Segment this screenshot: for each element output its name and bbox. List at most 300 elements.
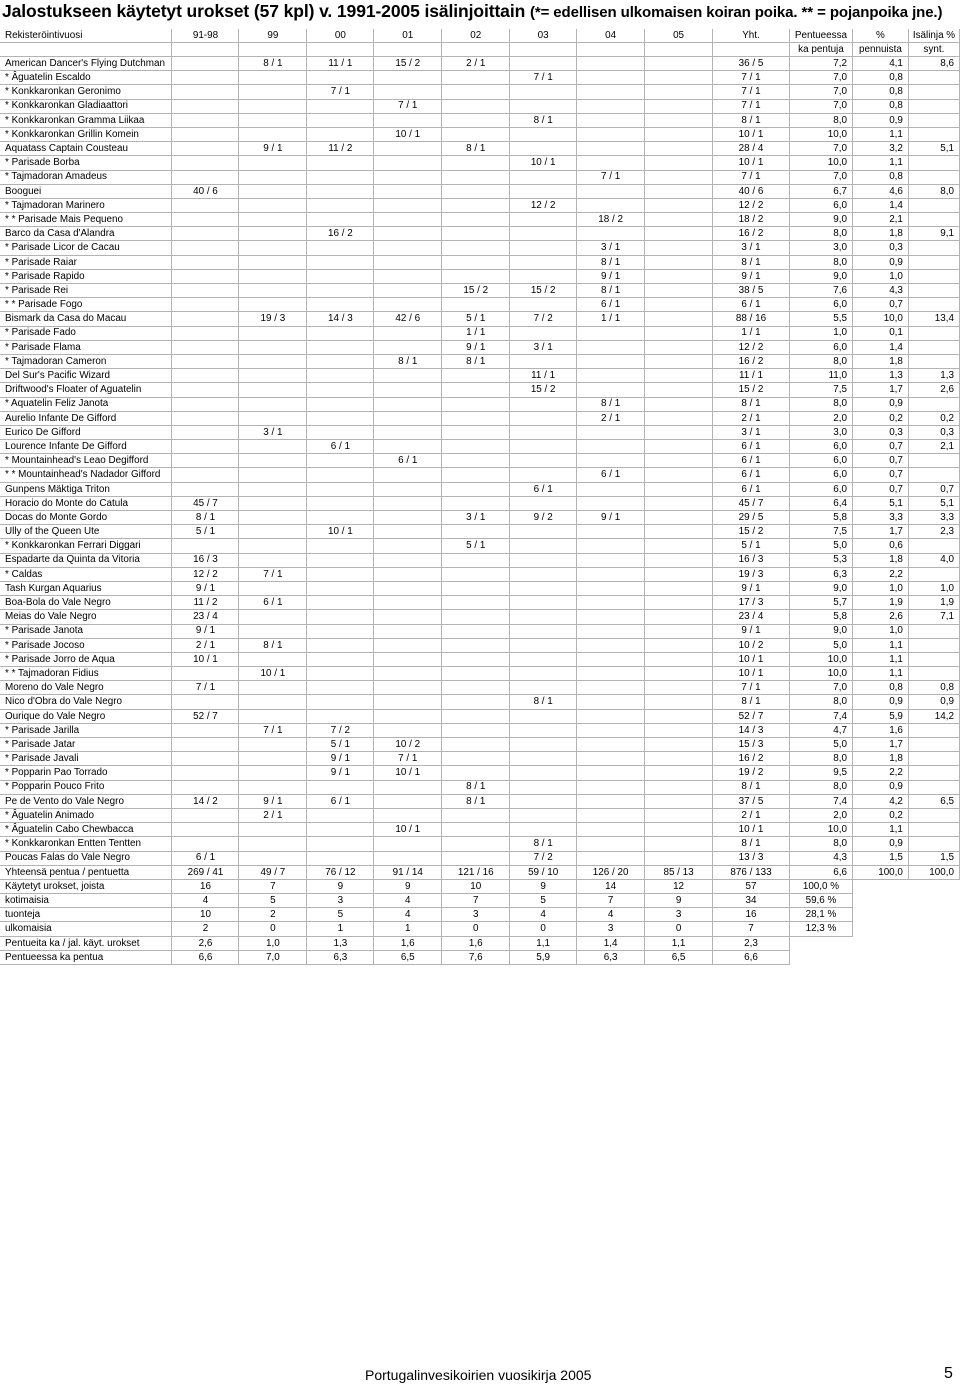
percent-cell: 2,2 [852, 567, 908, 581]
year-cell [172, 198, 239, 212]
summary-year-cell: 2 [172, 922, 239, 936]
year-cell [442, 652, 510, 666]
year-cell [442, 681, 510, 695]
year-cell: 6 / 1 [307, 794, 374, 808]
table-row [0, 723, 960, 737]
year-cell [307, 383, 374, 397]
year-cell [510, 723, 577, 737]
year-cell [172, 255, 239, 269]
percent-cell: 1,0 [852, 269, 908, 283]
year-cell [239, 411, 307, 425]
sire-name: * Parisade Janota [0, 624, 172, 638]
year-cell [577, 581, 645, 595]
litter-avg-cell: 8,0 [789, 255, 852, 269]
year-cell [510, 752, 577, 766]
percent-cell: 1,1 [852, 823, 908, 837]
sireline-cell [908, 567, 959, 581]
summary-row [0, 908, 960, 922]
year-cell [307, 326, 374, 340]
year-cell [374, 511, 442, 525]
year-cell [577, 425, 645, 439]
total-cell: 7 / 1 [713, 170, 790, 184]
table-row [0, 610, 960, 624]
year-cell [577, 57, 645, 71]
year-cell [645, 198, 713, 212]
year-cell [577, 851, 645, 865]
year-cell [645, 354, 713, 368]
empty-cell [852, 922, 908, 936]
year-cell: 8 / 1 [239, 638, 307, 652]
year-cell [645, 610, 713, 624]
year-cell [307, 780, 374, 794]
year-cell: 11 / 1 [510, 369, 577, 383]
year-cell: 5 / 1 [307, 738, 374, 752]
sire-name: * Âguatelin Escaldo [0, 71, 172, 85]
sireline-cell [908, 298, 959, 312]
sireline-cell [908, 85, 959, 99]
year-cell [645, 738, 713, 752]
year-cell [645, 596, 713, 610]
year-cell [442, 752, 510, 766]
year-cell [172, 539, 239, 553]
year-cell [645, 156, 713, 170]
litter-avg-cell: 8,0 [789, 397, 852, 411]
year-cell [510, 624, 577, 638]
total-cell: 876 / 133 [713, 865, 790, 879]
year-cell [442, 127, 510, 141]
year-cell [374, 156, 442, 170]
year-cell [645, 667, 713, 681]
year-cell: 7 / 2 [510, 312, 577, 326]
year-cell [442, 156, 510, 170]
summary-year-cell: 6,3 [307, 950, 374, 964]
year-cell [239, 213, 307, 227]
litter-avg-cell: 8,0 [789, 695, 852, 709]
litter-avg-cell: 7,5 [789, 525, 852, 539]
total-cell: 6 / 1 [713, 454, 790, 468]
sire-name: * Parisade Jatar [0, 738, 172, 752]
sire-name: Horacio do Monte do Catula [0, 496, 172, 510]
year-cell [510, 610, 577, 624]
year-cell: 11 / 1 [307, 57, 374, 71]
percent-cell: 1,7 [852, 383, 908, 397]
sireline-cell [908, 99, 959, 113]
year-cell: 10 / 1 [172, 652, 239, 666]
year-cell [374, 667, 442, 681]
litter-avg-cell: 2,0 [789, 808, 852, 822]
year-cell [577, 326, 645, 340]
year-cell [442, 411, 510, 425]
sire-name: American Dancer's Flying Dutchman [0, 57, 172, 71]
year-cell [510, 85, 577, 99]
total-cell: 16 / 2 [713, 227, 790, 241]
year-cell [307, 298, 374, 312]
sire-name: * Âguatelin Animado [0, 808, 172, 822]
sireline-cell: 1,3 [908, 369, 959, 383]
year-cell: 10 / 2 [374, 738, 442, 752]
percent-cell: 1,4 [852, 340, 908, 354]
year-cell [172, 85, 239, 99]
year-cell [577, 354, 645, 368]
year-cell: 45 / 7 [172, 496, 239, 510]
year-cell [442, 482, 510, 496]
year-cell [577, 752, 645, 766]
year-cell [442, 71, 510, 85]
percent-cell: 0,6 [852, 539, 908, 553]
percent-cell: 1,1 [852, 667, 908, 681]
year-cell: 12 / 2 [172, 567, 239, 581]
total-cell: 7 / 1 [713, 99, 790, 113]
year-cell [645, 723, 713, 737]
year-cell: 9 / 1 [172, 581, 239, 595]
year-cell: 10 / 1 [374, 823, 442, 837]
litter-avg-cell: 8,0 [789, 227, 852, 241]
year-cell [577, 482, 645, 496]
year-cell: 40 / 6 [172, 184, 239, 198]
litter-avg-cell: 8,0 [789, 113, 852, 127]
year-cell [645, 581, 713, 595]
year-cell [307, 596, 374, 610]
year-cell: 9 / 1 [307, 766, 374, 780]
total-cell: 1 / 1 [713, 326, 790, 340]
year-cell [307, 681, 374, 695]
summary-year-cell: 9 [645, 894, 713, 908]
sireline-cell [908, 823, 959, 837]
percent-cell: 1,9 [852, 596, 908, 610]
year-cell [645, 213, 713, 227]
year-cell [172, 440, 239, 454]
sireline-cell [908, 454, 959, 468]
summary-total-cell: 6,6 [713, 950, 790, 964]
total-cell: 3 / 1 [713, 425, 790, 439]
percent-cell: 1,0 [852, 624, 908, 638]
year-cell [510, 525, 577, 539]
year-cell: 7 / 2 [510, 851, 577, 865]
table-row [0, 397, 960, 411]
year-cell [307, 71, 374, 85]
year-cell: 16 / 2 [307, 227, 374, 241]
header-year: 04 [577, 29, 645, 43]
total-cell: 40 / 6 [713, 184, 790, 198]
year-cell [442, 837, 510, 851]
year-cell [374, 851, 442, 865]
year-cell: 9 / 1 [307, 752, 374, 766]
year-cell [645, 383, 713, 397]
table-row [0, 752, 960, 766]
litter-avg-cell: 10,0 [789, 823, 852, 837]
year-cell [239, 255, 307, 269]
year-cell: 8 / 1 [442, 794, 510, 808]
year-cell [307, 213, 374, 227]
year-cell [442, 255, 510, 269]
total-cell: 6 / 1 [713, 468, 790, 482]
summary-year-cell: 0 [510, 922, 577, 936]
year-cell [645, 482, 713, 496]
year-cell: 23 / 4 [172, 610, 239, 624]
table-row [0, 652, 960, 666]
year-cell [239, 766, 307, 780]
year-cell: 3 / 1 [577, 241, 645, 255]
table-row [0, 241, 960, 255]
year-cell [645, 440, 713, 454]
litter-avg-cell: 7,0 [789, 99, 852, 113]
year-cell [645, 99, 713, 113]
total-cell: 13 / 3 [713, 851, 790, 865]
sire-name: * Parisade Javali [0, 752, 172, 766]
year-cell [645, 511, 713, 525]
litter-avg-cell: 8,0 [789, 837, 852, 851]
total-cell: 18 / 2 [713, 213, 790, 227]
empty-cell [908, 894, 959, 908]
year-cell [510, 667, 577, 681]
year-cell [645, 255, 713, 269]
year-cell [577, 553, 645, 567]
year-cell: 6 / 1 [307, 440, 374, 454]
sire-name: Gunpens Mäktiga Triton [0, 482, 172, 496]
litter-avg-cell: 6,0 [789, 198, 852, 212]
table-row [0, 269, 960, 283]
year-cell [307, 411, 374, 425]
year-cell [442, 709, 510, 723]
year-cell [510, 823, 577, 837]
year-cell [374, 468, 442, 482]
summary-total-cell: 16 [713, 908, 790, 922]
year-cell: 2 / 1 [442, 57, 510, 71]
year-cell [510, 57, 577, 71]
year-cell [239, 269, 307, 283]
year-cell [172, 369, 239, 383]
year-cell: 8 / 1 [442, 142, 510, 156]
sire-name: * * Tajmadoran Fidius [0, 667, 172, 681]
year-cell [374, 340, 442, 354]
summary-total-cell: 34 [713, 894, 790, 908]
total-cell: 29 / 5 [713, 511, 790, 525]
percent-cell: 0,7 [852, 468, 908, 482]
sire-name: * Tajmadoran Cameron [0, 354, 172, 368]
header-percent-2: pennuista [852, 43, 908, 57]
sire-name: Ourique do Vale Negro [0, 709, 172, 723]
year-cell [374, 567, 442, 581]
summary-year-cell: 3 [645, 908, 713, 922]
year-cell [645, 170, 713, 184]
sireline-cell [908, 156, 959, 170]
year-cell [307, 198, 374, 212]
percent-cell: 0,9 [852, 397, 908, 411]
year-cell: 10 / 1 [307, 525, 374, 539]
year-cell [645, 496, 713, 510]
litter-avg-cell: 6,6 [789, 865, 852, 879]
summary-year-cell: 10 [172, 908, 239, 922]
litter-avg-cell: 6,0 [789, 298, 852, 312]
litter-avg-cell: 7,0 [789, 142, 852, 156]
year-cell [374, 525, 442, 539]
year-cell [577, 142, 645, 156]
sire-name: * Popparin Pouco Frito [0, 780, 172, 794]
year-cell [239, 553, 307, 567]
year-cell [645, 766, 713, 780]
year-cell [645, 312, 713, 326]
sireline-cell [908, 652, 959, 666]
table-row [0, 113, 960, 127]
summary-year-cell: 7,0 [239, 950, 307, 964]
year-cell [645, 624, 713, 638]
year-cell [172, 170, 239, 184]
table-row [0, 794, 960, 808]
sireline-cell [908, 397, 959, 411]
year-cell [172, 738, 239, 752]
litter-avg-cell: 1,0 [789, 326, 852, 340]
year-cell [442, 723, 510, 737]
percent-cell: 0,9 [852, 780, 908, 794]
year-cell [374, 269, 442, 283]
litter-avg-cell: 7,6 [789, 284, 852, 298]
table-body [0, 29, 960, 965]
year-cell [239, 113, 307, 127]
year-cell [307, 170, 374, 184]
year-cell [172, 695, 239, 709]
year-cell [645, 454, 713, 468]
year-cell [645, 227, 713, 241]
sire-name: Pe de Vento do Vale Negro [0, 794, 172, 808]
summary-year-cell: 4 [510, 908, 577, 922]
percent-cell: 5,1 [852, 496, 908, 510]
empty-cell [852, 908, 908, 922]
year-cell [577, 496, 645, 510]
total-cell: 8 / 1 [713, 397, 790, 411]
sireline-cell: 13,4 [908, 312, 959, 326]
sireline-cell [908, 837, 959, 851]
year-cell: 10 / 1 [374, 766, 442, 780]
year-cell [307, 624, 374, 638]
empty-cell [852, 894, 908, 908]
litter-avg-cell: 7,0 [789, 71, 852, 85]
year-cell [510, 539, 577, 553]
year-cell [307, 851, 374, 865]
total-cell: 10 / 1 [713, 156, 790, 170]
percent-cell: 3,2 [852, 142, 908, 156]
year-cell [442, 610, 510, 624]
year-cell [577, 808, 645, 822]
percent-cell: 4,1 [852, 57, 908, 71]
sire-name: Lourence Infante De Gifford [0, 440, 172, 454]
year-cell [307, 184, 374, 198]
summary-year-cell: 6,5 [645, 950, 713, 964]
year-cell: 7 / 1 [374, 99, 442, 113]
year-cell [442, 227, 510, 241]
percent-cell: 0,3 [852, 425, 908, 439]
sireline-cell: 0,9 [908, 695, 959, 709]
year-cell: 5 / 1 [442, 539, 510, 553]
year-cell [239, 837, 307, 851]
year-cell [374, 652, 442, 666]
year-cell [577, 440, 645, 454]
year-cell [307, 255, 374, 269]
year-cell [307, 823, 374, 837]
year-cell [577, 596, 645, 610]
summary-row [0, 894, 960, 908]
year-cell [239, 581, 307, 595]
year-cell [172, 808, 239, 822]
sire-name: * Parisade Rei [0, 284, 172, 298]
year-cell: 7 / 1 [307, 85, 374, 99]
year-cell: 6 / 1 [374, 454, 442, 468]
year-cell [307, 340, 374, 354]
table-row [0, 695, 960, 709]
year-cell [645, 695, 713, 709]
litter-avg-cell: 5,3 [789, 553, 852, 567]
year-cell [577, 624, 645, 638]
year-cell: 2 / 1 [172, 638, 239, 652]
year-cell [239, 184, 307, 198]
year-cell [577, 340, 645, 354]
year-cell: 6 / 1 [510, 482, 577, 496]
percent-cell: 1,8 [852, 227, 908, 241]
year-cell [172, 354, 239, 368]
sire-name: * Parisade Jarilla [0, 723, 172, 737]
year-cell [645, 752, 713, 766]
year-cell [172, 227, 239, 241]
table-row [0, 85, 960, 99]
percent-cell: 1,8 [852, 752, 908, 766]
sire-name: * Parisade Fado [0, 326, 172, 340]
year-cell: 52 / 7 [172, 709, 239, 723]
litter-avg-cell: 4,7 [789, 723, 852, 737]
year-cell [577, 567, 645, 581]
year-cell [577, 766, 645, 780]
year-cell [307, 241, 374, 255]
year-cell: 1 / 1 [442, 326, 510, 340]
year-cell [510, 596, 577, 610]
summary-label: kotimaisia [0, 894, 172, 908]
year-cell: 8 / 1 [239, 57, 307, 71]
table-row [0, 709, 960, 723]
litter-avg-cell: 5,5 [789, 312, 852, 326]
year-cell [374, 610, 442, 624]
year-cell [239, 85, 307, 99]
page-number: 5 [944, 1365, 953, 1382]
table-row [0, 312, 960, 326]
total-cell: 7 / 1 [713, 71, 790, 85]
sireline-cell [908, 269, 959, 283]
percent-cell: 1,1 [852, 127, 908, 141]
percent-cell: 0,8 [852, 85, 908, 99]
table-row [0, 142, 960, 156]
total-cell: 8 / 1 [713, 255, 790, 269]
page-title [2, 1, 958, 22]
year-cell [510, 99, 577, 113]
year-cell [374, 808, 442, 822]
percent-cell: 0,2 [852, 411, 908, 425]
sire-name: * * Parisade Mais Pequeno [0, 213, 172, 227]
year-cell [239, 326, 307, 340]
litter-avg-cell: 7,5 [789, 383, 852, 397]
year-cell [172, 411, 239, 425]
percent-cell: 1,1 [852, 156, 908, 170]
litter-avg-cell: 5,8 [789, 511, 852, 525]
year-cell [374, 326, 442, 340]
year-cell [645, 567, 713, 581]
summary-year-cell: 5 [510, 894, 577, 908]
total-cell: 5 / 1 [713, 539, 790, 553]
year-cell [510, 681, 577, 695]
year-cell [645, 298, 713, 312]
total-cell: 9 / 1 [713, 269, 790, 283]
year-cell [239, 738, 307, 752]
percent-cell: 2,2 [852, 766, 908, 780]
percent-cell: 0,9 [852, 837, 908, 851]
sire-name: * Parisade Flama [0, 340, 172, 354]
sireline-cell: 1,5 [908, 851, 959, 865]
